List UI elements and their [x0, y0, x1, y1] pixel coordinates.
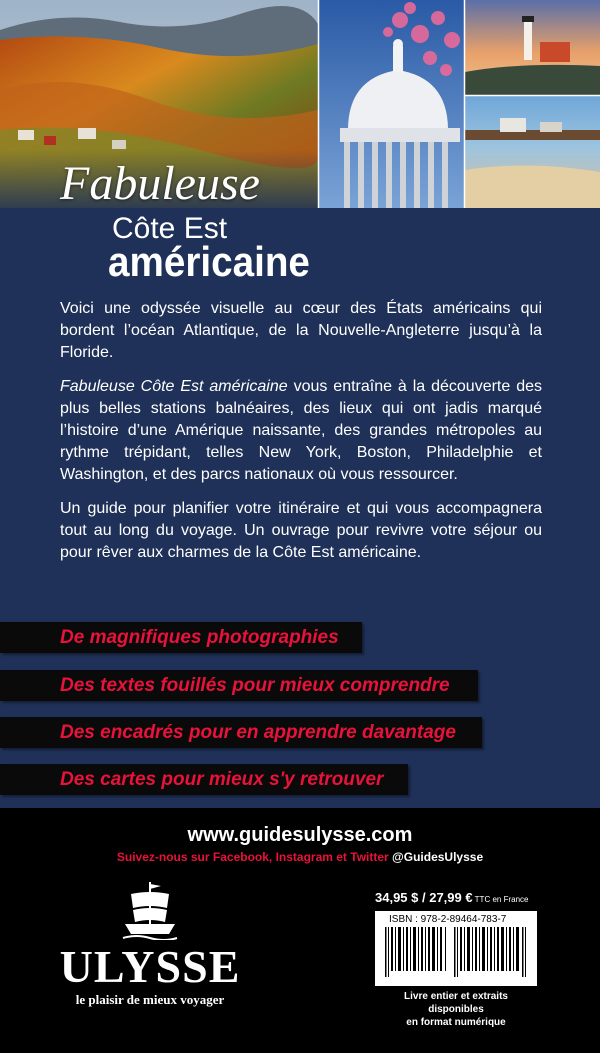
price [375, 890, 545, 905]
title-fabuleuse: Fabuleuse [60, 157, 260, 210]
footer [0, 808, 600, 1053]
feature-photos: De magnifiques photographies [0, 622, 362, 653]
social-line [0, 850, 600, 864]
ulysse-logo [55, 878, 245, 1043]
price-value: 34,95 $ / 27,99 € [375, 890, 473, 905]
isbn: ISBN : 978-2-89464-783-7 [389, 914, 507, 925]
price-note: TTC en France [472, 895, 529, 904]
brand-tagline: le plaisir de mieux voyager [75, 992, 225, 1007]
feature-boxes: Des encadrés pour en apprendre davantage [0, 717, 482, 748]
barcode [375, 911, 537, 986]
feature-maps: Des cartes pour mieux s'y retrouver [0, 764, 408, 795]
price-and-barcode [375, 890, 545, 1029]
social-networks: Facebook, Instagram et Twitter [212, 850, 389, 864]
social-handle: @GuidesUlysse [388, 850, 484, 864]
description-paragraph-3: Un guide pour planifier votre itinéraire et qui vous accompagnera tout au long du voyage. Un ouvrage pour revivre votre séjour ou pour rêver aux charmes de la Côte Est américaine. [60, 500, 542, 561]
ship-icon [121, 880, 179, 940]
title-americaine: américaine [108, 238, 310, 285]
digital-line-2: en format numérique [406, 1017, 506, 1028]
back-cover-description [60, 298, 542, 576]
brand-name: ULYSSE [59, 941, 241, 992]
social-prefix: Suivez-nous sur [116, 850, 213, 864]
digital-line-1: Livre entier et extraits disponibles [404, 991, 508, 1015]
digital-availability [375, 990, 537, 1029]
title-cote-est: Côte Est [112, 212, 228, 245]
book-title [0, 150, 600, 285]
description-paragraph-2-text: vous entraîne à la découverte des plus belles stations balnéaires, des lieux qui ont jadis marqué l’histoire d’une Amérique naissante, des grandes métropoles au rythme trépidant, telles New York, Boston, Philadelphie et Washington, et des parcs nationaux où vous ressourcer. [60, 378, 542, 483]
feature-texts: Des textes fouillés pour mieux comprendre [0, 670, 478, 701]
barcode-lines [385, 927, 527, 981]
description-book-title: Fabuleuse Côte Est américaine [60, 378, 288, 395]
description-paragraph-1: Voici une odyssée visuelle au cœur des États américains qui bordent l’océan Atlantique, de la Nouvelle-Angleterre jusqu’à la Floride. [60, 300, 542, 361]
description-paragraph-2 [60, 376, 542, 486]
website-link[interactable]: www.guidesulysse.com [187, 824, 413, 846]
